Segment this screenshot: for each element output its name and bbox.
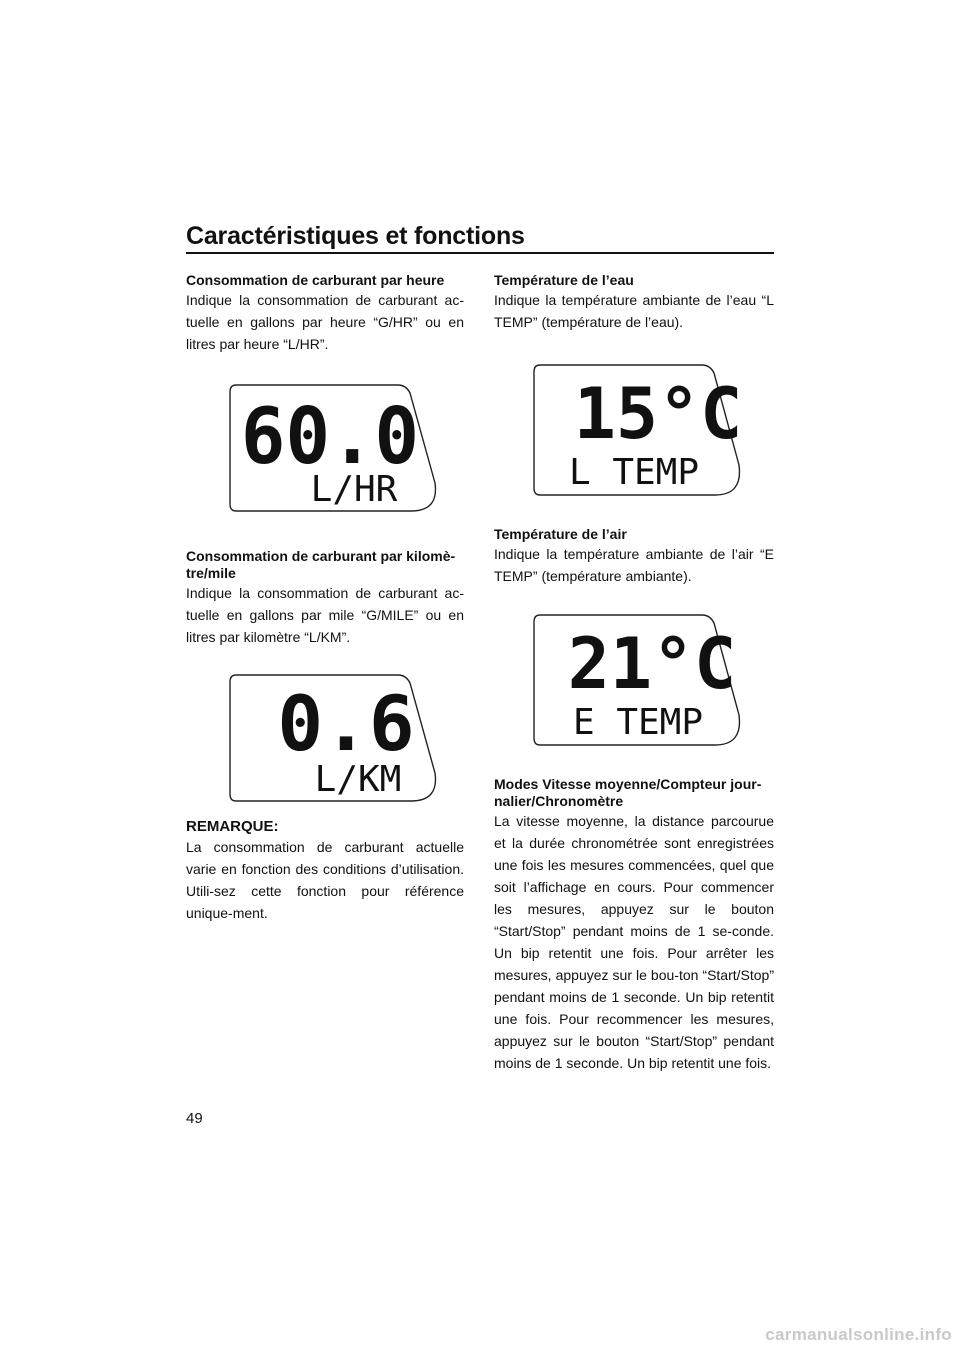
section-title: Consommation de carburant par kilomè-tre/mile	[186, 548, 456, 581]
section-title: Consommation de carburant par heure	[186, 272, 445, 288]
lcd-value: 60.0	[240, 391, 420, 482]
section-title: Température de l’air	[494, 526, 627, 542]
section-title: Température de l’eau	[494, 272, 634, 288]
section-body: Indique la consommation de carburant ac-tuelle en gallons par heure “G/HR” ou en litres par heure “L/HR”.	[186, 292, 464, 352]
section-fuel-per-hour	[186, 272, 464, 355]
section-air-temp	[494, 526, 774, 587]
section-body: Indique la température ambiante de l’air “E TEMP” (température ambiante).	[494, 546, 774, 584]
page-number: 49	[186, 1110, 203, 1127]
lcd-value: 15°C	[573, 373, 743, 455]
section-body: La vitesse moyenne, la distance parcourue et la durée chronométrée sont enregistrées une fois les mesures commencées, quel que soit l’affichage en cours. Pour commencer les mesures, appuyez sur le bouton “Start/Stop” pendant moins de 1 se-conde. Un bip retentit une fois. Pour arrêter les mesures, appuyez sur le bou-ton “Start/Stop” pendant moins de 1 seconde. Un bip retentit une fois. Pour recommencer les mesures, appuyez sur le bouton “Start/Stop” pendant moins de 1 seconde. Un bip retentit une fois.	[494, 813, 774, 1071]
watermark: carmanualsonline.info	[765, 1325, 952, 1344]
remark-block	[186, 818, 464, 924]
section-fuel-per-km	[186, 548, 464, 648]
lcd-display-fuel-hour	[228, 382, 440, 514]
section-body: Indique la consommation de carburant ac-tuelle en gallons par mile “G/MILE” ou en litres par kilomètre “L/KM”.	[186, 585, 464, 645]
lcd-label: L TEMP	[568, 452, 700, 493]
remark-body: La consommation de carburant actuelle varie en fonction des conditions d’utilisation. Utili-sez cette fonction pour référence unique-ment.	[186, 839, 464, 921]
lcd-display-fuel-km	[228, 672, 440, 804]
lcd-value: 0.6	[277, 679, 415, 768]
section-body: Indique la température ambiante de l’eau “L TEMP” (température de l’eau).	[494, 292, 774, 330]
lcd-value: 21°C	[567, 623, 737, 705]
lcd-display-water-temp	[532, 362, 744, 498]
remark-title: REMARQUE:	[186, 818, 279, 835]
page-header-title: Caractéristiques et fonctions	[186, 222, 525, 250]
lcd-unit: L/HR	[310, 469, 398, 510]
section-title: Modes Vitesse moyenne/Compteur jour-nalier/Chronomètre	[494, 776, 762, 809]
section-speed-modes	[494, 776, 774, 1074]
section-water-temp	[494, 272, 774, 333]
lcd-display-air-temp	[532, 612, 744, 748]
header-rule	[186, 252, 774, 254]
lcd-unit: L/KM	[314, 759, 402, 800]
lcd-label: E TEMP	[572, 702, 704, 743]
